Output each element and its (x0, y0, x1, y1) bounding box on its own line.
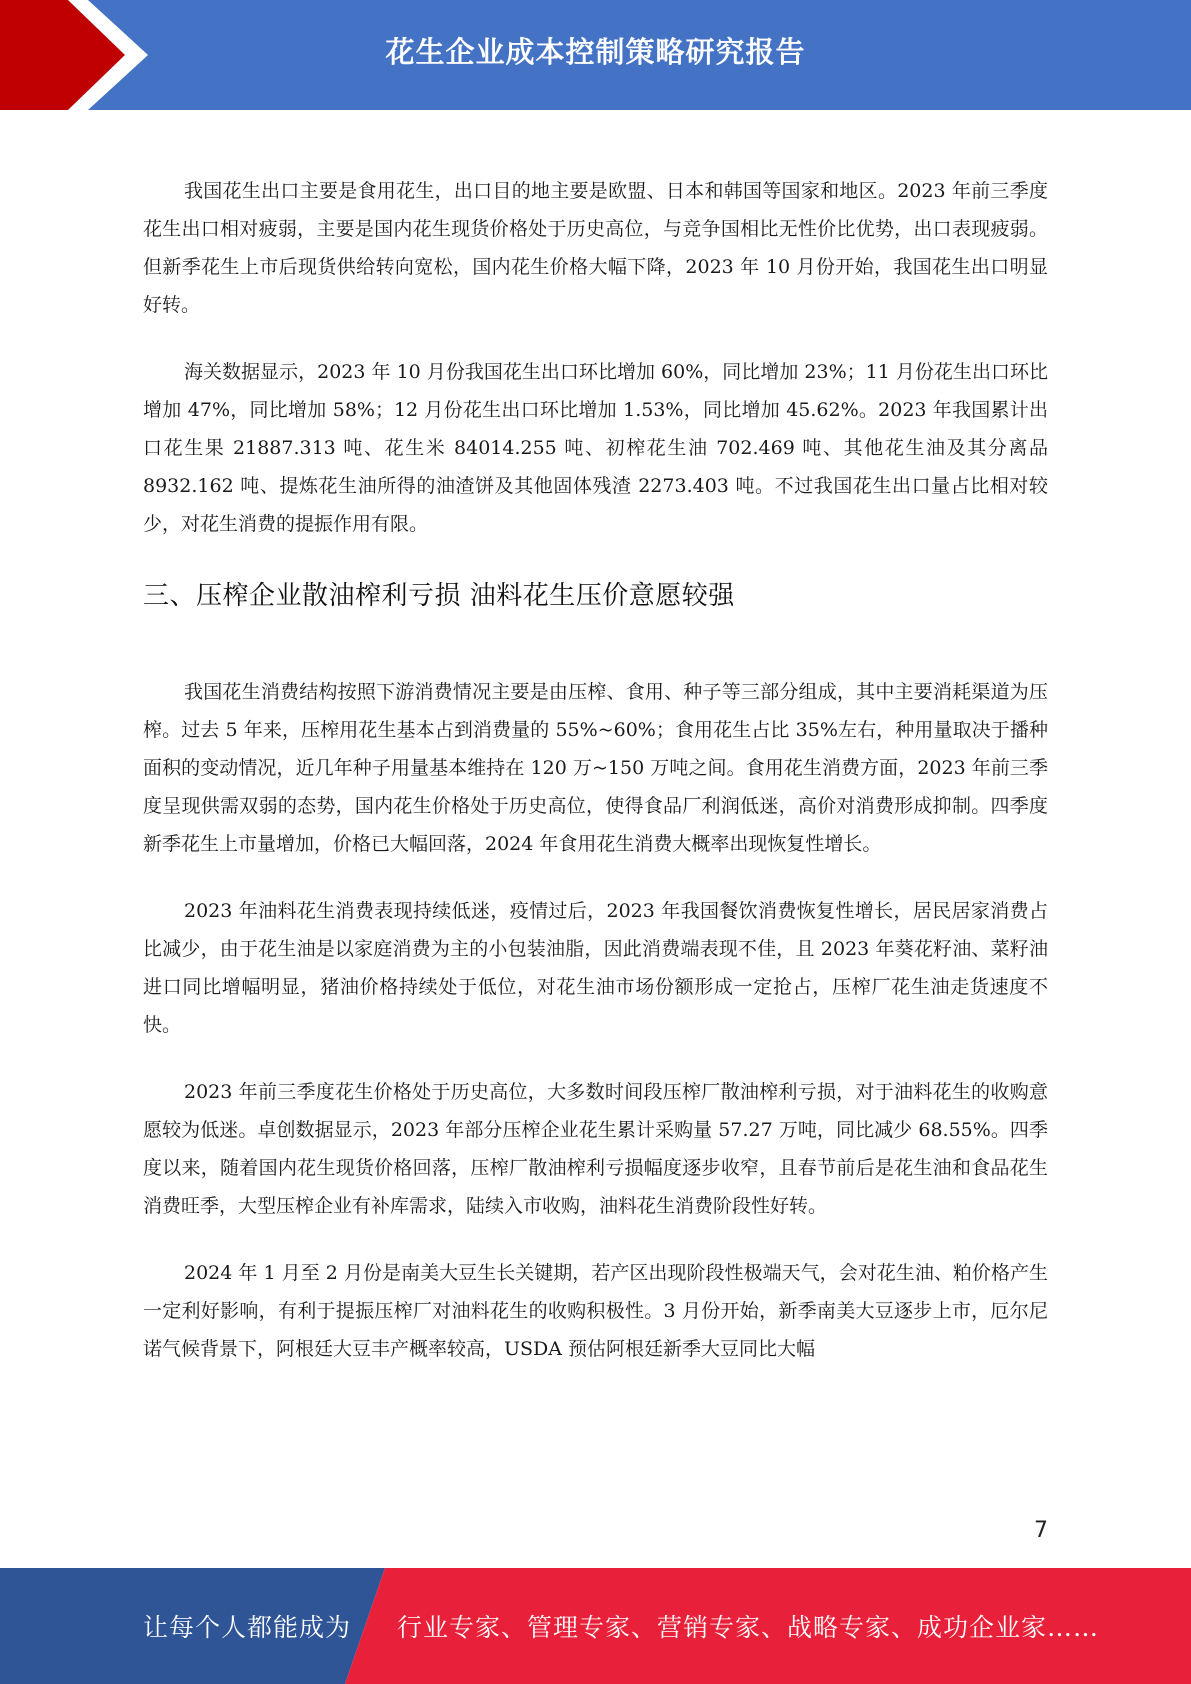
main-content (143, 172, 1048, 1397)
paragraph-pressing-losses: 2023 年前三季度花生价格处于历史高位，大多数时间段压榨厂散油榨利亏损，对于油料花生的收购意愿较为低迷。卓创数据显示，2023 年部分压榨企业花生累计采购量 57.27 万吨，同比减少 68.55%。四季度以来，随着国内花生现货价格回落，压榨厂散油榨利亏损幅度逐步收窄，且春节前后是花生油和食品花生消费旺季，大型压榨企业有补库需求，陆续入市收购，油料花生消费阶段性好转。 (143, 1081, 1048, 1217)
page-number: 7 (1034, 1518, 1048, 1543)
page-footer (0, 1568, 1191, 1684)
paragraph-consumption-structure: 我国花生消费结构按照下游消费情况主要是由压榨、食用、种子等三部分组成，其中主要消耗渠道为压榨。过去 5 年来，压榨用花生基本占到消费量的 55%~60%；食用花生占比 35%左右，种用量取决于播种面积的变动情况，近几年种子用量基本维持在 120 万~150 万吨之间。食用花生消费方面，2023 年前三季度呈现供需双弱的态势，国内花生价格处于历史高位，使得食品厂利润低迷，高价对消费形成抑制。四季度新季花生上市量增加，价格已大幅回落，2024 年食用花生消费大概率出现恢复性增长。 (143, 681, 1048, 855)
section-heading: 三、压榨企业散油榨利亏损 油料花生压价意愿较强 (143, 581, 735, 611)
paragraph-customs-data: 海关数据显示，2023 年 10 月份我国花生出口环比增加 60%，同比增加 23%；11 月份花生出口环比增加 47%，同比增加 58%；12 月份花生出口环比增加 1.53%，同比增加 45.62%。2023 年我国累计出口花生果 21887.313 吨、花生米 84014.255 吨、初榨花生油 702.469 吨、其他花生油及其分离品 8932.162 吨、提炼花生油所得的油渣饼及其他固体残渣 2273.403 吨。不过我国花生出口量占比相对较少，对花生消费的提振作用有限。 (143, 361, 1048, 535)
footer-slogan-lead: 让每个人都能成为 (143, 1613, 352, 1642)
page-header (0, 0, 1191, 110)
paragraph-oil-peanut-consumption: 2023 年油料花生消费表现持续低迷，疫情过后，2023 年我国餐饮消费恢复性增长，居民居家消费占比减少，由于花生油是以家庭消费为主的小包装油脂，因此消费端表现不佳，且 2023 年葵花籽油、菜籽油进口同比增幅明显，猪油价格持续处于低位，对花生油市场份额形成一定抢占，压榨厂花生油走货速度不快。 (143, 900, 1048, 1036)
footer-slogan-roles: 行业专家、管理专家、营销专家、战略专家、成功企业家…… (397, 1613, 1100, 1642)
paragraph-south-american-soybean: 2024 年 1 月至 2 月份是南美大豆生长关键期，若产区出现阶段性极端天气，会对花生油、粕价格产生一定利好影响，有利于提振压榨厂对油料花生的收购积极性。3 月份开始，新季南美大豆逐步上市，厄尔尼诺气候背景下，阿根廷大豆丰产概率较高，USDA 预估阿根廷新季大豆同比大幅 (143, 1262, 1048, 1360)
report-title: 花生企业成本控制策略研究报告 (385, 34, 806, 69)
paragraph-export-overview: 我国花生出口主要是食用花生，出口目的地主要是欧盟、日本和韩国等国家和地区。2023 年前三季度花生出口相对疲弱，主要是国内花生现货价格处于历史高位，与竞争国相比无性价比优势，出口表现疲弱。但新季花生上市后现货供给转向宽松，国内花生价格大幅下降，2023 年 10 月份开始，我国花生出口明显好转。 (143, 180, 1048, 316)
